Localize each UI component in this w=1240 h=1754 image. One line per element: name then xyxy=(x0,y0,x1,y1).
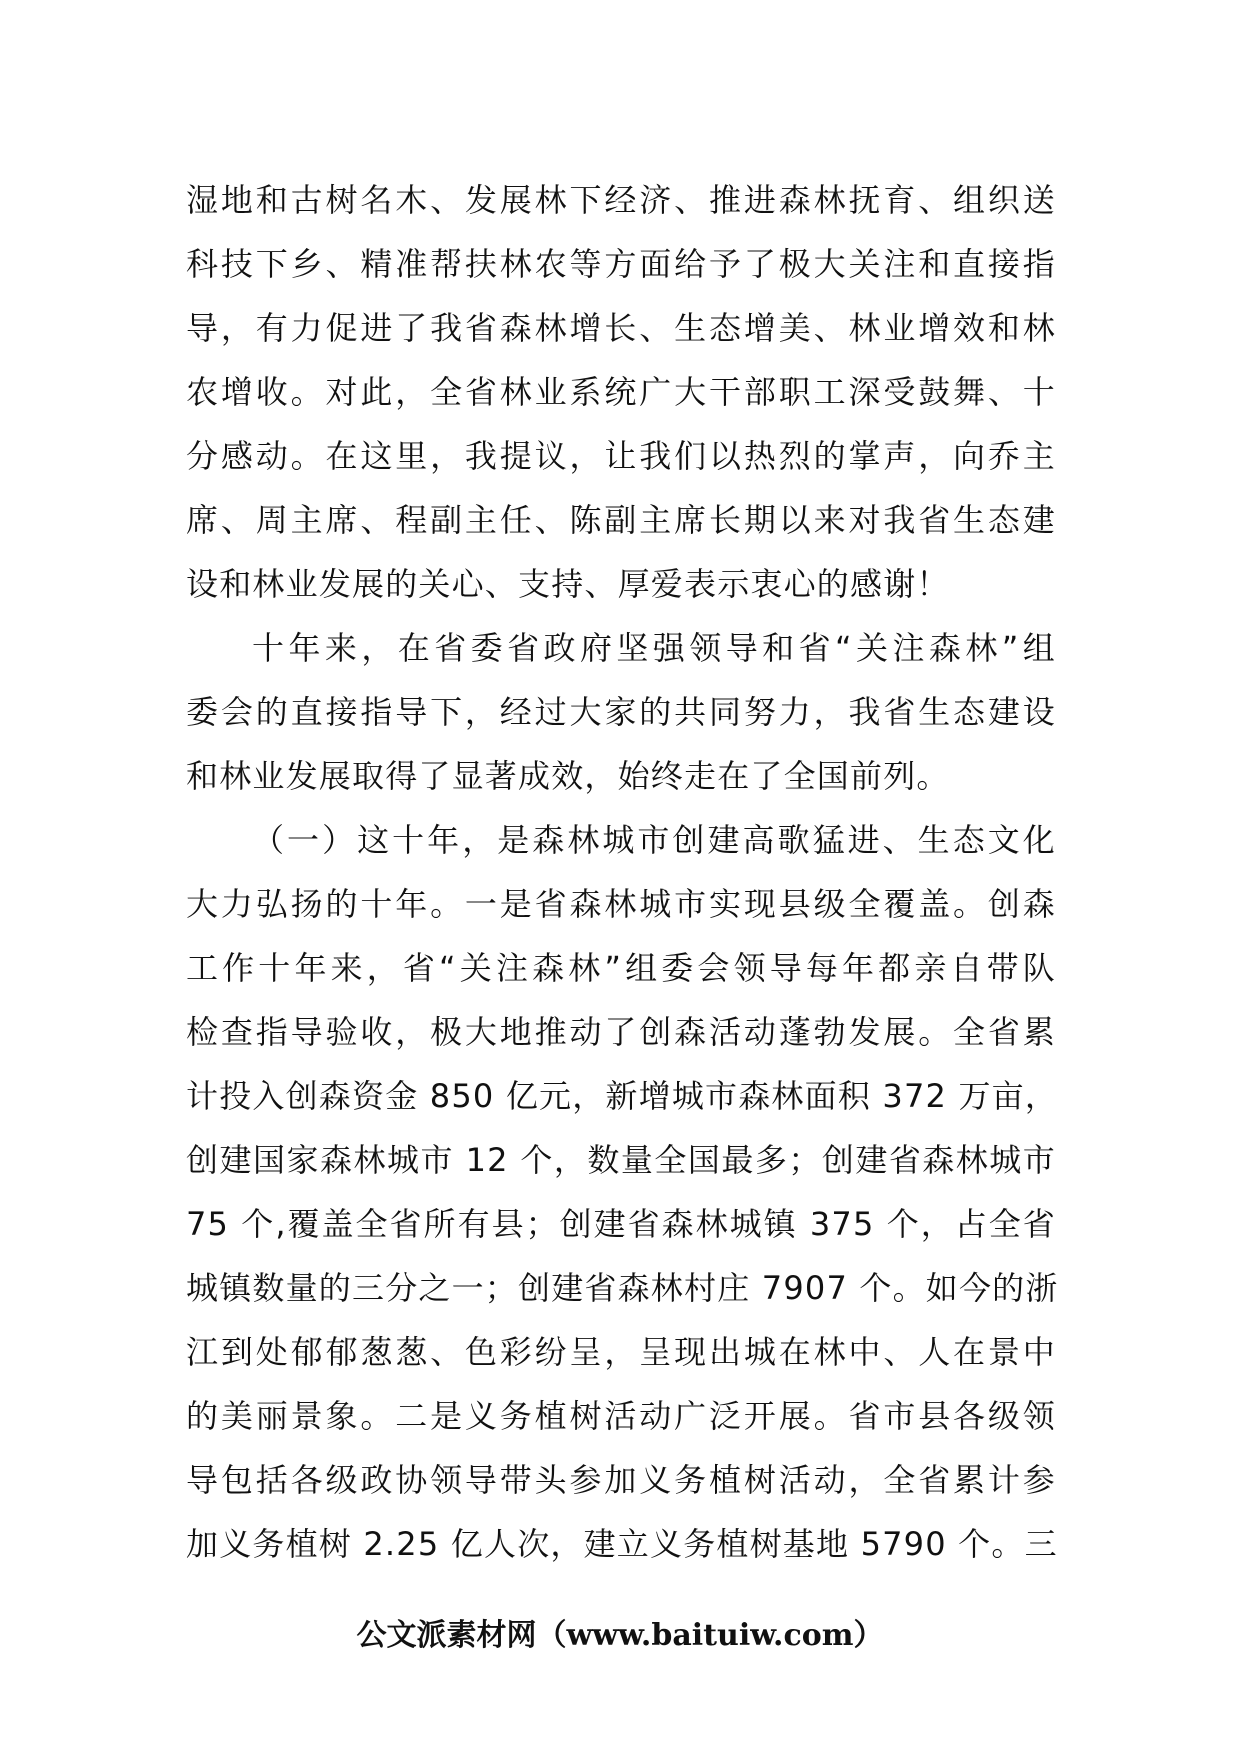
text-line: 检查指导验收，极大地推动了创森活动蓬勃发展。全省累 xyxy=(186,1013,1056,1051)
paragraph-start-line: （一）这十年，是森林城市创建高歌猛进、生态文化 xyxy=(252,821,1056,859)
text-line: 委会的直接指导下，经过大家的共同努力，我省生态建设 xyxy=(186,693,1056,731)
text-line: 设和林业发展的关心、支持、厚爱表示衷心的感谢！ xyxy=(186,565,950,603)
text-line: 席、周主席、程副主任、陈副主席长期以来对我省生态建 xyxy=(186,501,1056,539)
text-line: 工作十年来，省“关注森林”组委会领导每年都亲自带队 xyxy=(186,949,1056,987)
text-line: 农增收。对此，全省林业系统广大干部职工深受鼓舞、十 xyxy=(186,373,1056,411)
text-line: 江到处郁郁葱葱、色彩纷呈，呈现出城在林中、人在景中 xyxy=(186,1333,1056,1371)
text-line: 城镇数量的三分之一；创建省森林村庄 7907 个。如今的浙 xyxy=(186,1269,1059,1307)
text-line: 导包括各级政协领导带头参加义务植树活动，全省累计参 xyxy=(186,1461,1056,1499)
text-line: 大力弘扬的十年。一是省森林城市实现县级全覆盖。创森 xyxy=(186,885,1056,923)
text-line: 加义务植树 2.25 亿人次，建立义务植树基地 5790 个。三 xyxy=(186,1525,1058,1563)
text-line: 导，有力促进了我省森林增长、生态增美、林业增效和林 xyxy=(186,309,1056,347)
document-body xyxy=(186,168,1059,1576)
text-line: 的美丽景象。二是义务植树活动广泛开展。省市县各级领 xyxy=(186,1397,1056,1435)
text-line: 和林业发展取得了显著成效，始终走在了全国前列。 xyxy=(186,757,950,795)
text-line: 计投入创森资金 850 亿元，新增城市森林面积 372 万亩， xyxy=(186,1077,1059,1115)
text-line: 湿地和古树名木、发展林下经济、推进森林抚育、组织送 xyxy=(186,181,1056,219)
text-line: 75 个,覆盖全省所有县；创建省森林城镇 375 个，占全省 xyxy=(186,1205,1056,1243)
text-line: 创建国家森林城市 12 个，数量全国最多；创建省森林城市 xyxy=(186,1141,1056,1179)
footer-watermark: 公文派素材网（www.baituiw.com） xyxy=(356,1618,884,1653)
paragraph-start-line: 十年来，在省委省政府坚强领导和省“关注森林”组 xyxy=(252,629,1056,667)
text-line: 科技下乡、精准帮扶林农等方面给予了极大关注和直接指 xyxy=(186,245,1056,283)
text-line: 分感动。在这里，我提议，让我们以热烈的掌声，向乔主 xyxy=(186,437,1056,475)
